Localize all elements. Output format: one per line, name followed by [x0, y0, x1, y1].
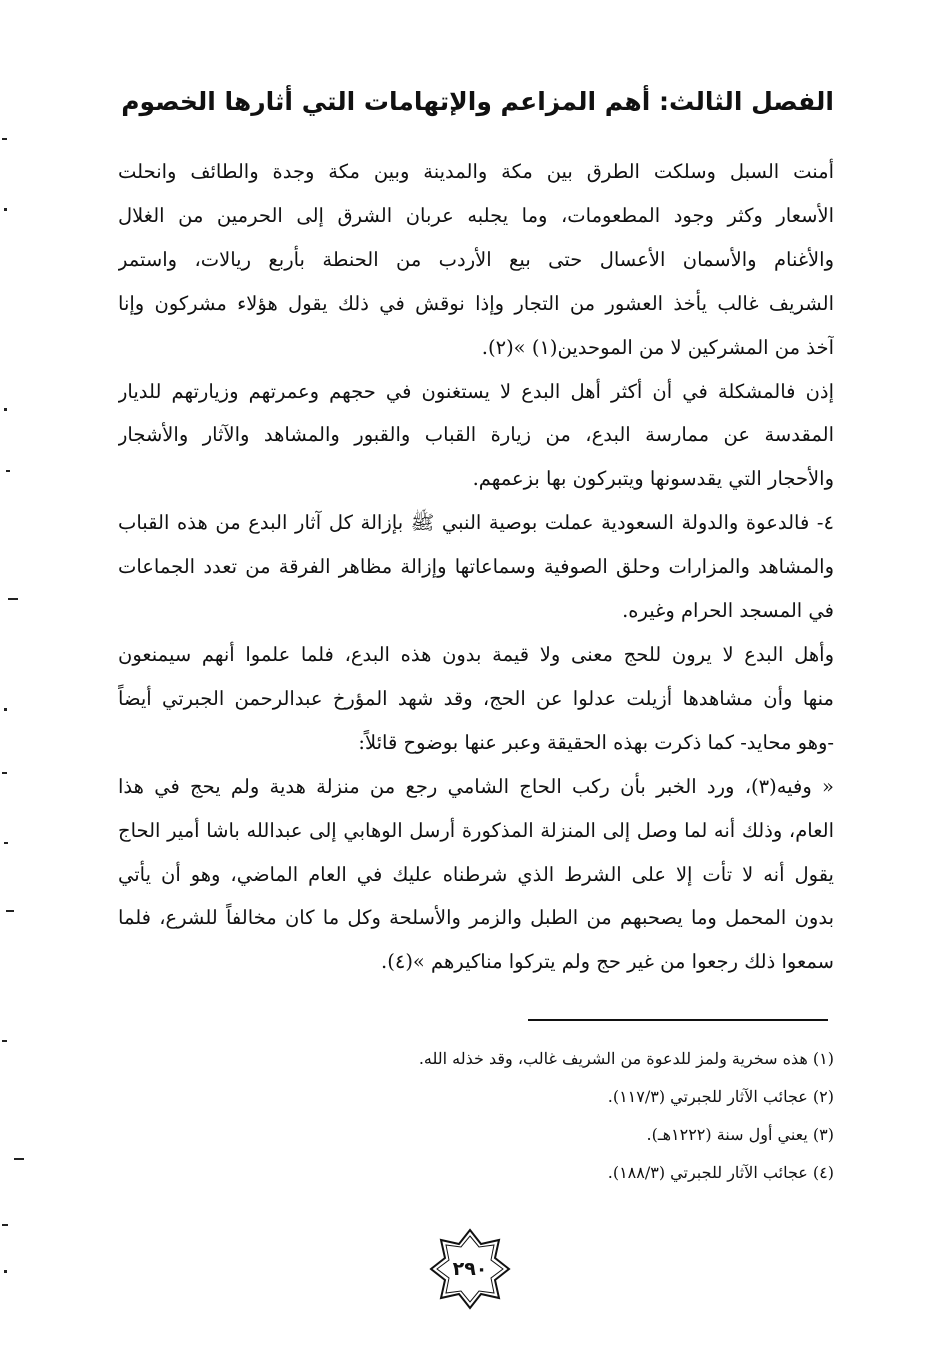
body-line: العام، وذلك أنه لما وصل إلى المنزلة المذكورة أرسل الوهابي إلى عبدالله باشا أمير الحاج: [118, 818, 834, 842]
scan-mark: [2, 138, 7, 140]
page-number-badge: [429, 1228, 511, 1310]
scan-mark: [2, 1224, 8, 1226]
scan-mark: [14, 1158, 24, 1160]
footnotes: [300, 1040, 834, 1192]
scan-mark: [6, 470, 10, 472]
scan-mark: [2, 1040, 7, 1042]
body-line: « وفيه(٣)، ورد الخبر بأن ركب الحاج الشامي رجع من منزلة هدية ولم يحج في هذا: [118, 774, 834, 798]
body-line: وأهل البدع لا يرون للحج معنى ولا قيمة بدون هذه البدع، فلما علموا أنهم سيمنعون: [118, 642, 834, 666]
scan-mark: [4, 208, 7, 211]
page-number: ٢٩٠: [452, 1258, 488, 1280]
body-line: الشريف غالب يأخذ العشور من التجار وإذا نوقش في ذلك يقول هؤلاء مشركون وإنا: [118, 291, 834, 315]
scan-mark: [8, 598, 18, 600]
body-text: [118, 150, 834, 984]
scan-mark: [6, 910, 14, 912]
chapter-title: الفصل الثالث: أهم المزاعم والإتهامات التي أثارها الخصوم: [121, 86, 834, 116]
scan-mark: [4, 708, 7, 711]
chapter-header: [121, 78, 834, 124]
footnote: (٣) يعني أول سنة (١٢٢٢هـ).: [646, 1125, 834, 1144]
body-line: والأغنام والأسمان الأعسال حتى بيع الأردب من الحنطة بأربع ريالات، واستمر: [118, 247, 834, 271]
scan-mark: [2, 772, 7, 774]
body-line: في المسجد الحرام وغيره.: [622, 599, 834, 623]
body-line: المقدسة عن ممارسة البدع، من زيارة القباب والقبور والمشاهد والآثار والأشجار: [118, 423, 834, 447]
body-line: آخذ من المشركين لا من الموحدين(١) »(٢).: [481, 335, 834, 359]
body-line: أمنت السبل وسلكت الطرق بين مكة والمدينة وبين مكة وجدة والطائف وانحلت: [118, 160, 834, 183]
body-line: الأسعار وكثر وجود المطعومات، وما يجلبه عربان الشرق إلى الحرمين من الغلال: [118, 203, 834, 227]
footnote: (٢) عجائب الآثار للجبرتي (١١٧/٣).: [607, 1087, 834, 1106]
scan-mark: [4, 408, 7, 411]
footnote: (٤) عجائب الآثار للجبرتي (١٨٨/٣).: [607, 1163, 834, 1182]
footnote: (١) هذه سخرية ولمز للدعوة من الشريف غالب، وقد خذله الله.: [418, 1049, 834, 1068]
body-line: والأحجار التي يقدسونها ويتبركون بها بزعمهم.: [472, 467, 834, 491]
scan-mark: [4, 1270, 7, 1273]
body-line: ٤- فالدعوة والدولة السعودية عملت بوصية النبي ﷺ بإزالة كل آثار البدع من هذه القباب: [118, 511, 834, 535]
body-line: بدون المحمل وما يصحبهم من الطبل والزمر والأسلحة وكل ما كان مخالفاً للشرع، فلما: [118, 906, 834, 930]
body-line: -وهو محايد- كما ذكرت بهذه الحقيقة وعبر عنها بوضوح قائلاً:: [358, 730, 834, 754]
body-line: والمشاهد والمزارات وحلق الصوفية وسماعاتها وإزالة مظاهر الفرقة من تعدد الجماعات: [118, 555, 834, 579]
body-line: منها وأن مشاهدها أزيلت عدلوا عن الحج، وقد شهد المؤرخ عبدالرحمن الجبرتي أيضاً: [118, 686, 834, 710]
body-line: سمعوا ذلك رجعوا من غير حج ولم يتركوا مناكيرهم »(٤).: [381, 950, 834, 974]
body-line: يقول أنه لا تأت إلا على الشرط الذي شرطناه عليك في العام الماضي، وهو أن يأتي: [118, 862, 834, 886]
footnote-separator: [528, 1019, 828, 1021]
body-line: إذن فالمشكلة في أن أكثر أهل البدع لا يستغنون في حجهم وعمرتهم وزيارتهم للديار: [118, 379, 834, 403]
scan-mark: [4, 842, 8, 844]
